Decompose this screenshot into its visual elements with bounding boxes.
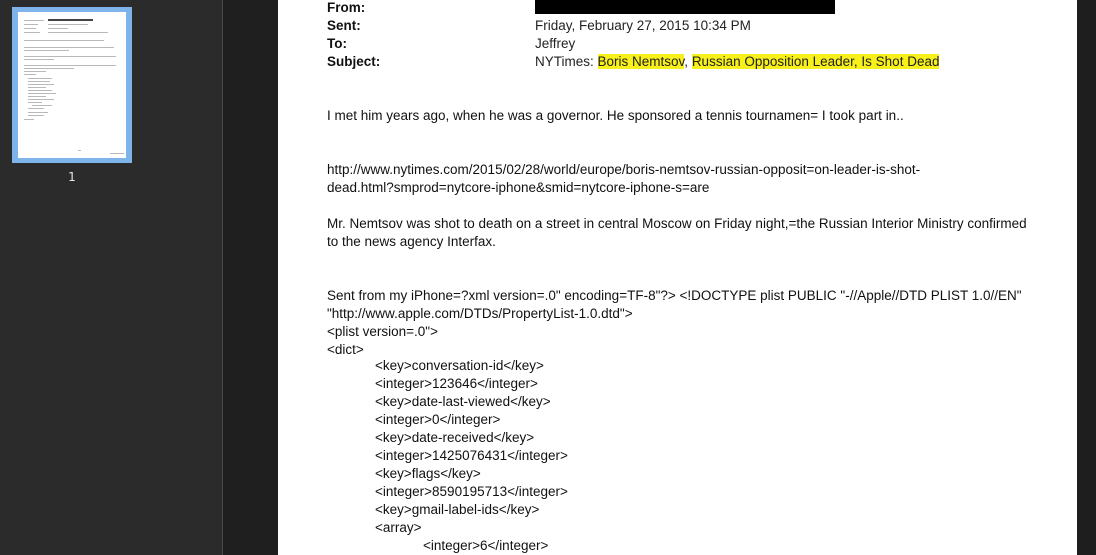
plist-code-line: <key>date-received</key> xyxy=(375,430,535,445)
plist-line-1: Sent from my iPhone=?xml version=.0" encoding=TF-8"?> <!DOCTYPE plist PUBLIC "-//Apple//DTD PLIST 1.0//EN" xyxy=(327,288,1022,303)
plist-code-line: <integer>0</integer> xyxy=(375,412,501,427)
plist-line-3: <plist version=.0"> xyxy=(327,324,438,339)
plist-code-line: <key>flags</key> xyxy=(375,466,481,481)
thumbnail-sidebar xyxy=(0,0,223,555)
body-paragraph-1: I met him years ago, when he was a governor. He sponsored a tennis tournamen= I took part in.. xyxy=(327,108,904,123)
subject-prefix: NYTimes: xyxy=(535,54,598,69)
from-label: From: xyxy=(327,0,366,15)
body-url-line-1: http://www.nytimes.com/2015/02/28/world/europe/boris-nemtsov-russian-opposit=on-leader-is-shot- xyxy=(327,162,921,177)
page-thumbnail-selected[interactable] xyxy=(12,7,132,163)
body-url-line-2: dead.html?smprod=nytcore-iphone&smid=nytcore-iphone-s=are xyxy=(327,180,710,195)
to-value: Jeffrey xyxy=(535,36,576,51)
document-page xyxy=(278,0,1077,555)
plist-code-line: <key>gmail-label-ids</key> xyxy=(375,502,540,517)
subject-highlight-title: Russian Opposition Leader, Is Shot Dead xyxy=(691,54,940,69)
plist-code-line-nested: <integer>6</integer> xyxy=(423,538,549,553)
vertical-scrollbar[interactable] xyxy=(1077,0,1096,555)
body-paragraph-3-line-2: to the news agency Interfax. xyxy=(327,234,496,249)
plist-code-line: <array> xyxy=(375,520,422,535)
subject-highlight-name: Boris Nemtsov xyxy=(597,54,685,69)
to-label: To: xyxy=(327,36,347,51)
viewer-gutter xyxy=(223,0,278,555)
plist-code-line: <key>date-last-viewed</key> xyxy=(375,394,551,409)
subject-separator: , xyxy=(684,54,692,69)
plist-line-4: <dict> xyxy=(327,342,364,357)
from-redaction xyxy=(535,0,835,14)
plist-code-line: <integer>123646</integer> xyxy=(375,376,538,391)
plist-code-line: <integer>1425076431</integer> xyxy=(375,448,568,463)
plist-code-line: <key>conversation-id</key> xyxy=(375,358,544,373)
subject-label: Subject: xyxy=(327,54,381,69)
sent-value: Friday, February 27, 2015 10:34 PM xyxy=(535,18,751,33)
plist-line-2: "http://www.apple.com/DTDs/PropertyList-1.0.dtd"> xyxy=(327,306,633,321)
body-paragraph-3-line-1: Mr. Nemtsov was shot to death on a street in central Moscow on Friday night,=the Russian Interior Ministry confirmed xyxy=(327,216,1027,231)
subject-value xyxy=(535,54,939,69)
thumbnail-page-number: 1 xyxy=(68,170,76,184)
plist-code-line: <integer>8590195713</integer> xyxy=(375,484,568,499)
page-thumbnail-image xyxy=(18,12,126,158)
sent-label: Sent: xyxy=(327,18,361,33)
